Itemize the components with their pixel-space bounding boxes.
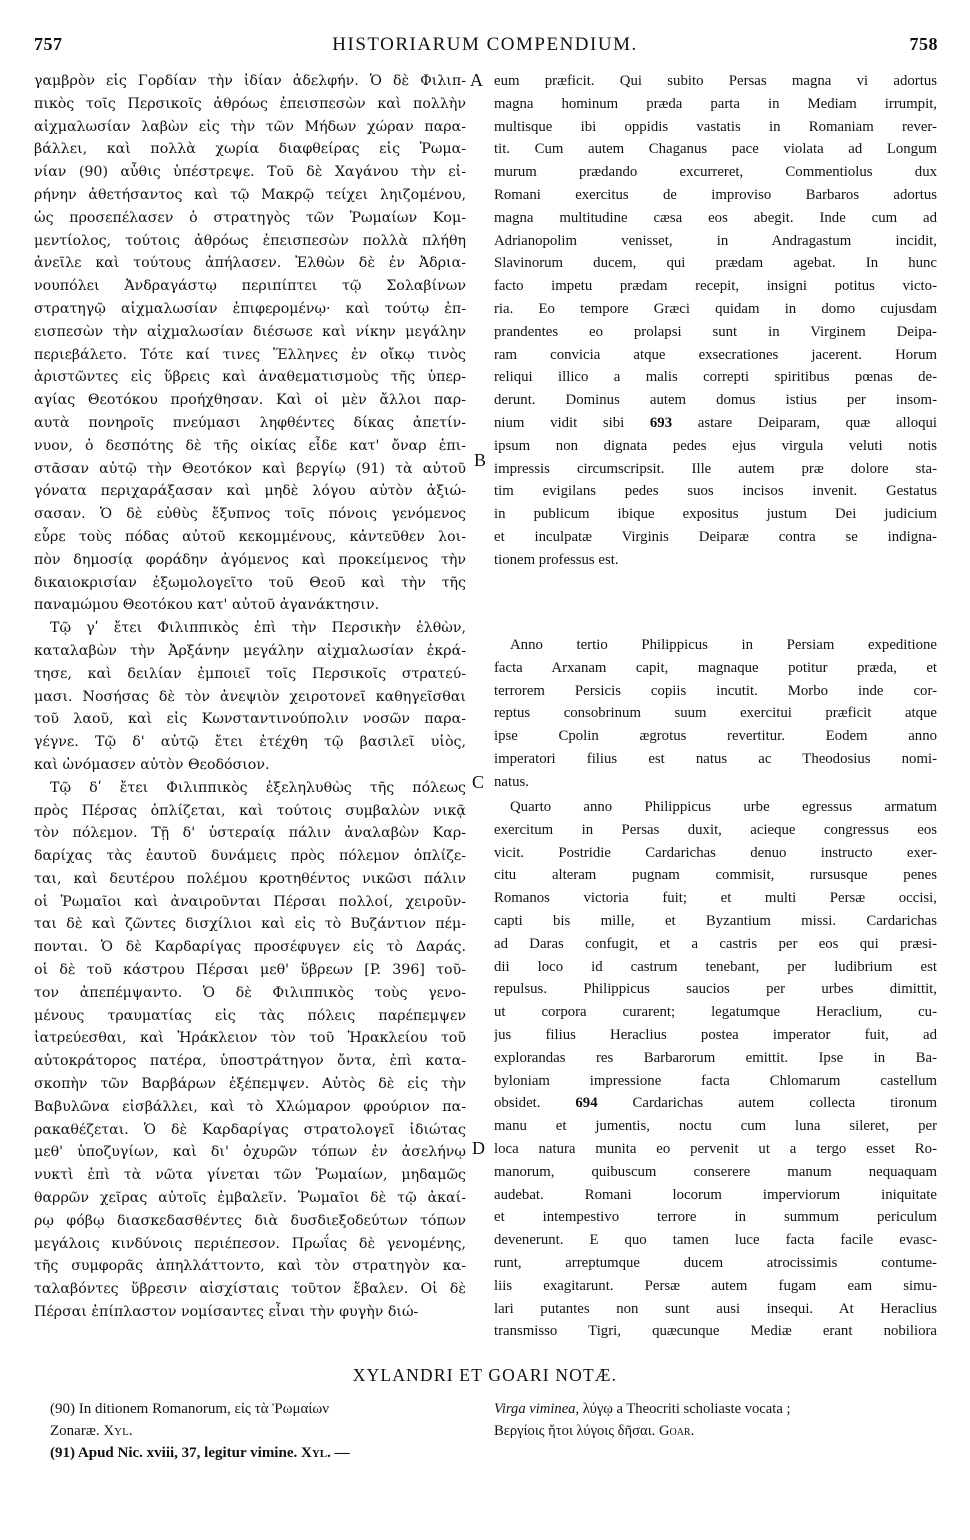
greek-text-column — [34, 70, 466, 1324]
latin-line: reptus consobrinum suum exercitui præficit atque — [494, 705, 937, 722]
latin-line-text: nium vidit sibi — [494, 414, 650, 431]
latin-line: terrorem Persicis copiis incutit. Morbo inde cor- — [494, 682, 937, 699]
latin-text-quarto-anno — [494, 796, 937, 1343]
latin-text-column-top — [494, 70, 937, 572]
note-virga-greek: Βεργίοις ἤτοι λύγοις δῆσαι. — [494, 1423, 656, 1439]
greek-line: μεθ' ὑποζυγίων, καὶ δι' ὀχυρῶν τόπων ἐν ἀσελήνῳ — [34, 1144, 466, 1161]
note-91-line — [50, 1442, 470, 1464]
page-number-left: 757 — [34, 34, 63, 54]
latin-line: jus filius Heraclius postea imperator fuit, ad — [494, 1026, 937, 1043]
greek-line: τὸν πόλεμον. Τῇ δ' ὑστεραίᾳ πάλιν ἀναλαβὼν Καρ- — [34, 825, 466, 842]
latin-line: tim evigilans pedes suos incisos invenit. Gestatus — [494, 483, 937, 500]
latin-line: ipsum non dignata pedes ejus virgula veluti notis — [494, 437, 937, 454]
latin-line: Quarto anno Philippicus urbe egressus armatum — [510, 799, 937, 815]
note-90-author: Xyl. — [103, 1423, 133, 1439]
latin-line: Romanos victoria fuit; et multi Persæ occisi, — [494, 890, 937, 907]
latin-line: derunt. Dominus autem domus istius per insom- — [494, 392, 937, 409]
note-virga-lemma: Virga viminea, — [494, 1401, 580, 1417]
greek-line: καταλαβὼν τὴν Ἀρξάνην μεγάλην αἰχμαλωσίαν ἐκρά- — [34, 642, 466, 659]
greek-line: σασαν. Ὁ δὲ εὐθὺς ἔξυπνος τοῖς πόνοις γενόμενος — [34, 506, 466, 523]
latin-line: Slavinorum ducem, qui prædam agebat. In hunc — [494, 255, 937, 272]
latin-line: liis exagitarunt. Persæ autem fugam eam simu- — [494, 1277, 937, 1294]
latin-line: et inculpatæ Virginis Deiparæ contra se indigna- — [494, 528, 937, 545]
note-91-author: Xyl. — — [300, 1445, 350, 1461]
greek-line: καὶ ὠνόμασεν αὐτὸν Θεοδόσιον. — [34, 756, 270, 773]
note-90-source: Zonaræ. — [50, 1423, 100, 1439]
column-number-694: 694 — [575, 1095, 598, 1112]
latin-line — [494, 412, 937, 435]
greek-line: πρὸς Πέρσας ὁπλίζεται, καὶ τούτοις συμβαλὼν νικᾷ — [34, 802, 466, 819]
greek-line: πικὸς τοῖς Περσικοῖς ἀθρόως ἐπεισπεσὼν καὶ πολλὴν — [34, 95, 466, 112]
note-virga-line-2 — [494, 1420, 939, 1442]
section-marker-b: B — [474, 450, 487, 470]
greek-line: αυτὰ πονηροῖς πνεύμασι ληφθέντες δίκας ἀπετίν- — [34, 414, 466, 431]
greek-line: μένους τραυματίας εἰς τὰς πόλεις παρέπεμψεν — [34, 1007, 466, 1024]
latin-text-anno-tertio — [494, 634, 937, 794]
greek-line: γαμβρὸν εἰς Γορδίαν τὴν ἰδίαν ἀδελφήν. Ὁ δὲ Φιλιπ- — [34, 73, 466, 89]
greek-line: θαρρῶν χεῖρας αὐτοῖς ἐμβαλεῖν. Ῥωμαῖοι δὲ τῷ ἀκαί- — [34, 1190, 466, 1207]
section-marker-c: C — [472, 772, 485, 792]
greek-line: πὸν δημοσίᾳ φοράδην ἀγόμενος καὶ προκείμενος τὴν — [34, 551, 466, 568]
latin-line: facto impetu prædam recepit, insigni potitus victo- — [494, 278, 937, 295]
latin-line: ipse Cpolin ægrotus revertitur. Eodem anno — [494, 728, 937, 745]
latin-line: byloniam impressione facta Chlomarum castellum — [494, 1072, 937, 1089]
greek-line: ταλαβόντες ὕβρεσιν αἰσχίσταις τοῦτον ἔβαλεν. Οἱ δὲ — [34, 1281, 466, 1298]
latin-line: repulsus. Philippicus saucios per urbes dimittit, — [494, 981, 937, 998]
section-marker-d: D — [472, 1138, 485, 1158]
latin-line-text: Cardarichas autem collecta tironum — [597, 1095, 937, 1112]
running-title: HISTORIARUM COMPENDIUM. — [332, 34, 638, 55]
latin-line: tit. Cum autem Chaganus pace violata ad Longum — [494, 141, 937, 158]
latin-line: vicit. Postridie Cardarichas denuo instructo exer- — [494, 844, 937, 861]
greek-line: νυον, ὁ δεσπότης δὲ τῆς οἰκίας εἶδε κατ' ὄναρ ἐπι- — [34, 437, 466, 454]
latin-line: loca natura munita eo pervenit ut a tergo esset Ro- — [494, 1140, 937, 1157]
latin-line: dii loco id castrum tenebant, per ludibrium est — [494, 958, 937, 975]
note-virga-author: Goar. — [658, 1423, 695, 1439]
latin-line: manu et jumentis, noctu cum luna sileret, per — [494, 1118, 937, 1135]
page-number-right: 758 — [909, 34, 938, 54]
latin-line: Romani exercitus de improviso Barbaros adortus — [494, 186, 937, 203]
latin-line: devenerunt. E quo tamen luce facta facile evasc- — [494, 1232, 937, 1249]
greek-line: στρατηγῷ αἰχμαλωσίαν ἐπιφερομένῳ· καὶ τούτῳ ἐπ- — [34, 300, 466, 317]
latin-line: impressis circumscripsit. Ille autem præ dolore sta- — [494, 460, 937, 477]
latin-line — [494, 1092, 937, 1115]
greek-line: γόνατα περιχαράξασαν καὶ μηδὲ λόγου αὐτὸν ἀξιώ- — [34, 483, 466, 500]
greek-line: βάλλει, καὶ πολλὰ χωρία διαφθείρας εἰς Ῥωμα- — [34, 141, 466, 158]
latin-line: explorandas res Barbarorum emittit. Ipse in Ba- — [494, 1049, 937, 1066]
latin-line: reliqui illico a malis correpti spiritibus pœnas de- — [494, 369, 937, 386]
greek-line: περιεβάλετο. Τότε καί τινες Ἕλληνες ἐν οἴκῳ τινὸς — [34, 346, 466, 363]
latin-line: natus. — [494, 773, 529, 790]
latin-line: et intempestivo terrore in summum periculum — [494, 1209, 937, 1226]
latin-line: prandentes eo prolapsi sunt in Virginem Deipa- — [494, 323, 937, 340]
greek-line: τησε, καὶ δειλίαν ἐμποιεῖ τοῖς Περσικοῖς στρατεύ- — [34, 665, 466, 682]
latin-line: ad Daras confugit, et a castris per eos qui præsi- — [494, 935, 937, 952]
latin-line: ram convicia atque exsecrationes jacerent. Horum — [494, 346, 937, 363]
greek-line: μεγάλοις κινδύνοις περιέπεσον. Πρωΐας δὲ γενομένης, — [34, 1235, 466, 1252]
latin-line: exercitum in Persas duxit, acieque congressus eos — [494, 821, 937, 838]
latin-line: ut corpora curarent; legatumque Heraclium, cu- — [494, 1004, 937, 1021]
greek-line: νίαν (90) αὖθις ὑπέστρεψε. Τοῦ δὲ Χαγάνου τὴν εἰ- — [34, 164, 466, 181]
latin-line: ria. Eo tempore Græci quidam in domo cujusdam — [494, 300, 937, 317]
greek-line: ἀριστῶντες εἰς ὕβρεις καὶ ἀναθεματισμοὺς τῆς ὑπερ- — [34, 369, 466, 386]
greek-line: ὡς προσεπέλασεν ὁ στρατηγὸς τῶν Ῥωμαίων Κομ- — [34, 209, 466, 226]
greek-line: Τῷ γʹ ἔτει Φιλιππικὸς ἐπὶ τὴν Περσικὴν ἐλθὼν, — [50, 620, 466, 637]
greek-line: αἰχμαλωσίαν λαβὼν εἰς τὴν τῶν Μήδων χώραν παρα- — [34, 118, 466, 135]
latin-line-text: astare Deiparam, quæ alloqui — [672, 414, 937, 431]
greek-line: ἀνεῖλε καὶ τούτους ἀπήλασεν. Ἐλθὼν δὲ ἐν Ἀδρια- — [34, 255, 466, 272]
latin-line: imperatori filius est natus ac Theodosius nomi- — [494, 750, 937, 767]
greek-line: αγίας Θεοτόκου προήχθησαν. Καὶ οἱ μὲν ἄλλοι παρ- — [34, 392, 466, 409]
greek-line: τοῦ λαοῦ, καὶ εἰς Κωνσταντινούπολιν νοσῶν παρα- — [34, 711, 466, 728]
section-marker-a: A — [470, 70, 483, 90]
greek-line: ἰατρεύεσθαι, καὶ Ἡράκλειον τὸν τοῦ Ἡρακλείου τοῦ — [34, 1030, 466, 1047]
running-header — [0, 34, 970, 62]
greek-line: παναμώμου Θεοτόκου κατ' αὐτοῦ ἀγανάκτησιν. — [34, 597, 380, 614]
latin-line: transmisso Tigri, quæcunque Mediæ erant nobiliora — [494, 1323, 937, 1340]
greek-line: ται, καὶ δευτέρου πολέμου κροτηθέντος νικῶσι πάλιν — [34, 870, 466, 887]
notes-right-column — [494, 1398, 939, 1442]
note-90-text: (90) In ditionem Romanorum, εἰς τὰ Ῥωμαίων — [50, 1401, 330, 1417]
note-90-line-1 — [50, 1398, 470, 1420]
greek-line: οἱ Ῥωμαῖοι καὶ ἀναιροῦνται Πέρσαι πολλοί, χειροῦν- — [34, 893, 466, 910]
greek-line: ται δὲ καὶ ζῶντες δισχίλιοι καὶ εἰς τὸ Βυζάντιον πέμ- — [34, 916, 466, 933]
greek-line: γέγνε. Τῷ δ' αὐτῷ ἔτει ἐτέχθη τῷ βασιλεῖ υἱὸς, — [34, 734, 466, 751]
greek-line: Πέρσαι ἐπίπλαστον νομίσαντες εἶναι τὴν φυγὴν διώ- — [34, 1304, 419, 1321]
latin-line: audebat. Romani locorum imperviorum iniquitate — [494, 1186, 937, 1203]
latin-line: lari putantes non sunt ausi insequi. At Heraclius — [494, 1300, 937, 1317]
greek-line: νουπόλει Ἀνδραγάστῳ περιπίπτει τῷ Σολαβίνων — [34, 278, 466, 295]
latin-line: multisque ibi oppidis vastatis in Romaniam rever- — [494, 118, 937, 135]
greek-line: Βαβυλῶνα εἰσβάλλει, καὶ τὸ Χλώμαρον φρούριον πα- — [34, 1098, 466, 1115]
latin-line: in publicum ibique expositus justum Dei judicium — [494, 506, 937, 523]
latin-line: eum præficit. Qui subito Persas magna vi adortus — [494, 73, 937, 89]
greek-line: ρῳ φόβῳ διασκεδασθέντες διὰ δυσδιεξοδεύτων τόπων — [34, 1212, 466, 1229]
greek-line: οἱ δὲ τοῦ κάστρου Πέρσαι μεθ' ὕβρεων [P. 396] τοῦ- — [34, 962, 466, 979]
latin-line: tionem professus est. — [494, 551, 619, 568]
greek-line: εὗρε τοὺς πόδας αὐτοῦ κεκομμένους, κἀντεῦθεν λοι- — [34, 528, 466, 545]
note-virga-line-1 — [494, 1398, 939, 1420]
latin-line: manorum, quibuscum conserere manum nequaquam — [494, 1163, 937, 1180]
greek-line: μασι. Νοσήσας δὲ τὸν ἀνεψιὸν χειροτονεῖ καθηγεῖσθαι — [34, 688, 466, 705]
latin-line: runt, arreptumque ducem atrocissimis contume- — [494, 1254, 937, 1271]
greek-line: στᾶσαν αὐτῷ τὴν Θεοτόκον καὶ βεργίῳ (91) τὰ αὐτοῦ — [34, 460, 466, 477]
column-number-693: 693 — [649, 414, 673, 431]
note-91-text: (91) Apud Nic. xviii, 37, legitur vimine. — [50, 1445, 298, 1461]
greek-line: εισπεσὼν τὴν αἰχμαλωσίαν διέσωσε καὶ νίκην μεγάλην — [34, 323, 466, 340]
latin-line: Adrianopolim venisset, in Andragastum incidit, — [494, 232, 937, 249]
latin-line: capti bis mille, et Byzantium missi. Cardarichas — [494, 912, 937, 929]
greek-line: ρακαθέζεται. Ὁ δὲ Καρδαρίγας στρατολογεῖ ἰδιώτας — [34, 1121, 466, 1138]
greek-line: ρήνην ἀθετήσαντος καὶ τῷ Μακρῷ τείχει ληιζομένου, — [34, 186, 466, 203]
greek-line: αὐτοκράτορος πατέρα, ὑποστράτηγον ὄντα, ἐπὶ κατα- — [34, 1053, 466, 1070]
latin-line: magna hominum præda parta in Mediam irrumpit, — [494, 95, 937, 112]
greek-line: Τῷ δʹ ἔτει Φιλιππικὸς ἐξεληλυθὼς τῆς πόλεως — [50, 779, 466, 796]
notes-heading: XYLANDRI ET GOARI NOTÆ. — [352, 1365, 618, 1385]
note-90-line-2 — [50, 1420, 470, 1442]
latin-line: Anno tertio Philippicus in Persiam expeditione — [510, 637, 937, 653]
greek-line: πονται. Ὁ δὲ Καρδαρίγας προσέφυγεν εἰς τὸ Δαράς. — [34, 939, 466, 956]
note-virga-text: λύγῳ a Theocriti scholiaste vocata ; — [582, 1401, 791, 1417]
latin-line: murum prædando excurreret, Commentiolus dux — [494, 164, 937, 181]
latin-line: citu alteram pugnam commisit, rursusque penes — [494, 867, 937, 884]
latin-line: facta Arxanam capit, magnaque potitur præda, et — [494, 659, 937, 676]
greek-line: δαρίχας τὰς ἑαυτοῦ δυνάμεις πρὸς πόλεμον ὁπλίζε- — [34, 848, 466, 865]
greek-line: μεντίολος, τούτοις ἀθρόως ἐπεισπεσὼν πολλὰ πλήθη — [34, 232, 466, 249]
latin-line-text: obsidet. — [494, 1095, 576, 1112]
greek-line: νυκτὶ ἐπὶ τὰ νῶτα γίνεται τῶν Ῥωμαίων, μηδαμῶς — [34, 1167, 466, 1184]
greek-line: τον ἀπεπέμψαντο. Ὁ δὲ Φιλιππικὸς τοὺς γενο- — [34, 984, 466, 1001]
greek-line: τῆς συμφορᾶς ἀπηλλάττοντο, καὶ τὸν στρατηγὸν κα- — [34, 1258, 466, 1275]
greek-line: δικαιοκρισίαν ἐξωμολογεῖτο τοῦ Θεοῦ καὶ τὴν τῆς — [34, 574, 466, 591]
notes-left-column — [50, 1398, 470, 1464]
greek-line: σκοπὴν τῶν Βαρβάρων ἐξέπεμψεν. Αὐτὸς δὲ εἰς τὴν — [34, 1076, 466, 1093]
latin-line: magna multitudine cæsa eos abegit. Inde cum ad — [494, 209, 937, 226]
